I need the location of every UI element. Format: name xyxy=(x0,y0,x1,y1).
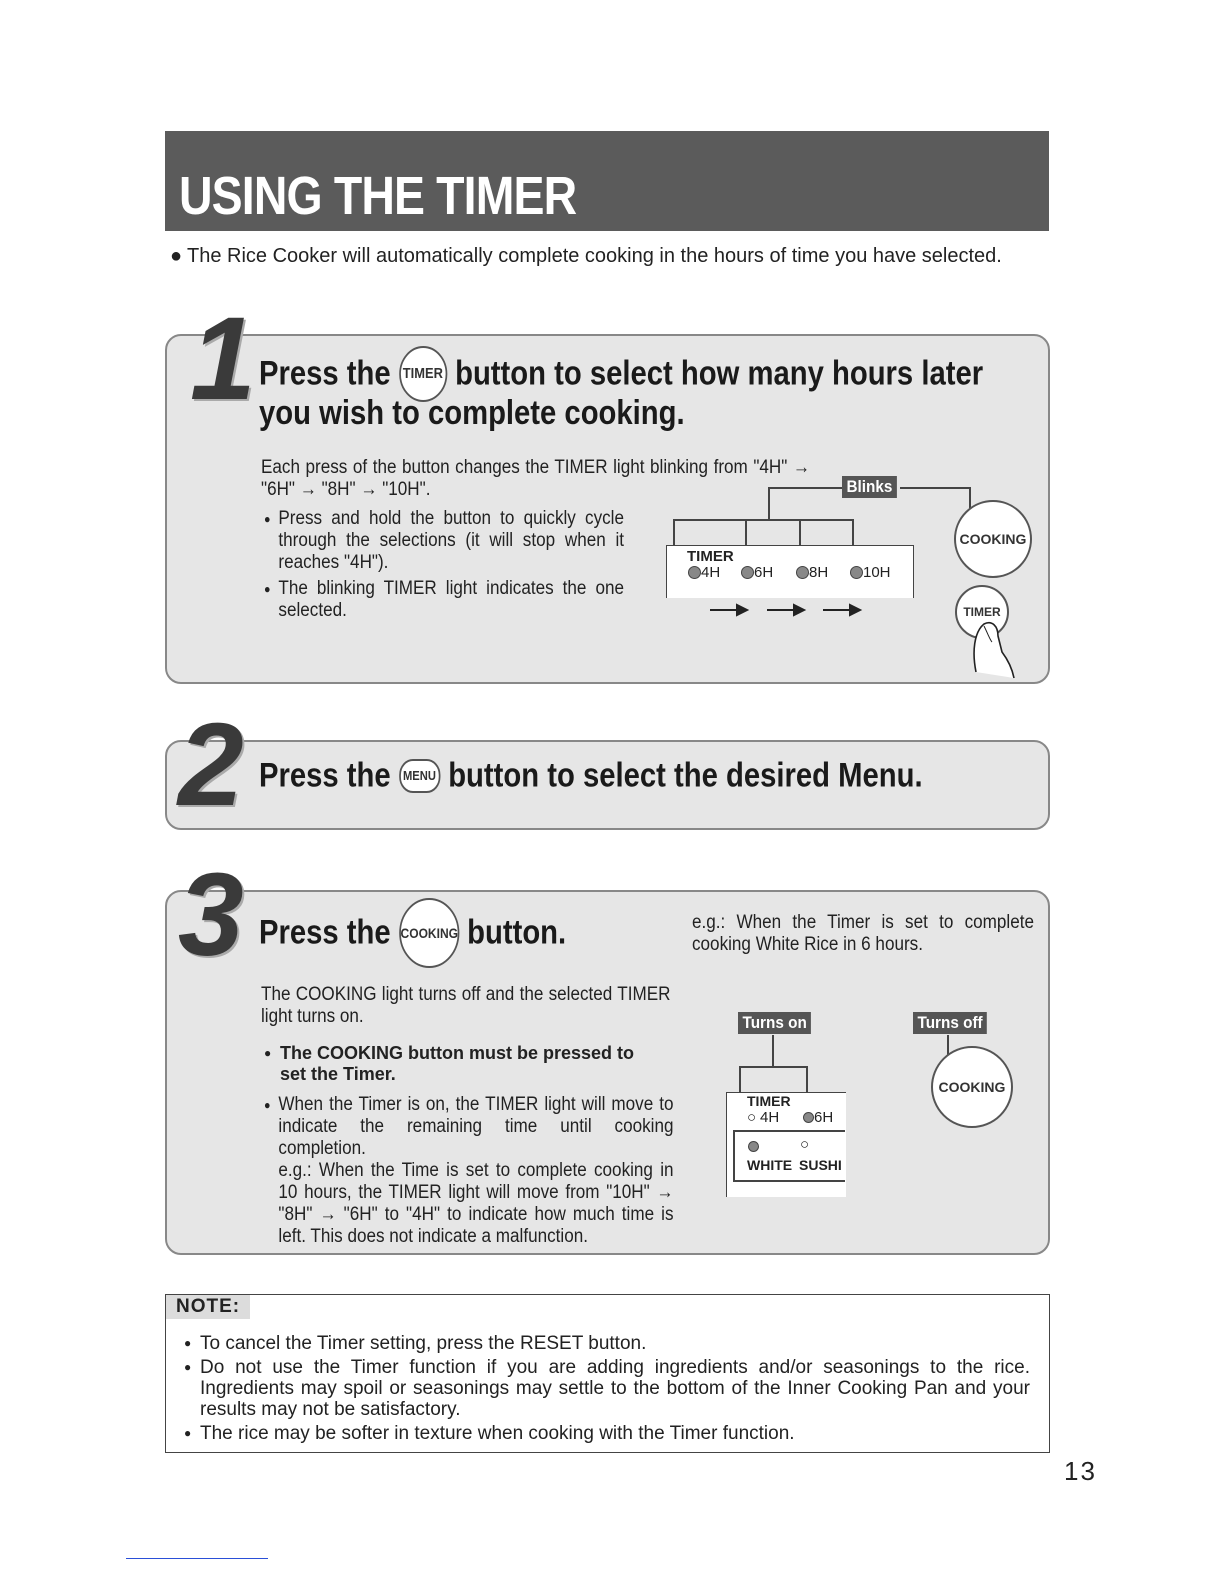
bullet-2-example: e.g.: When the Time is set to complete cooking in 10 hours, the TIMER light will move from "10H" → "8H" → "6H" to "4H" to indicate how much time is left. This does not indicate a malfunction. xyxy=(278,1160,674,1247)
step-3-example: e.g.: When the Timer is set to complete cooking White Rice in 6 hours. xyxy=(692,912,1034,955)
step-1-number: 1 xyxy=(190,293,256,425)
hour-10h: 10H xyxy=(863,564,891,581)
note-list xyxy=(184,1333,1030,1447)
step-1-bullets xyxy=(264,508,624,622)
step-3-bold-bullet xyxy=(264,1043,664,1085)
step-1-title-line2: you wish to complete cooking. xyxy=(259,394,685,432)
title-bar xyxy=(165,131,1049,231)
page-title: USING THE TIMER xyxy=(179,166,577,226)
step-3-body: The COOKING light turns off and the selected TIMER light turns on. xyxy=(261,984,671,1027)
intro-paragraph xyxy=(170,244,1010,268)
timer-panel-title: TIMER xyxy=(687,548,734,565)
intro-text: The Rice Cooker will automatically complete cooking in the hours of time you have selected. xyxy=(187,245,1002,267)
blinks-label: Blinks xyxy=(842,476,897,498)
step-2-number: 2 xyxy=(178,699,244,831)
turns-on-label: Turns on xyxy=(738,1012,811,1034)
hour-6h: 6H xyxy=(754,564,774,581)
blink-light-icon xyxy=(796,566,809,579)
off-light-icon: ○ xyxy=(800,1136,810,1153)
on-light-icon xyxy=(748,1141,759,1152)
note-label: NOTE: xyxy=(166,1295,250,1319)
step-3-title-pre: Press the xyxy=(259,913,391,952)
timer-button-icon: TIMER xyxy=(955,585,1009,639)
step-2-title xyxy=(259,755,923,796)
finger-press-icon xyxy=(968,612,1018,682)
bold-bullet-text: ● The COOKING button must be pressed to set the Timer. xyxy=(264,1043,664,1085)
menu-button-icon: MENU xyxy=(399,759,440,793)
step-3-title-post: button. xyxy=(467,913,567,952)
step-1-title-line1: button to select how many hours later xyxy=(455,354,984,393)
step-3-number: 3 xyxy=(178,849,244,981)
off-light-icon: ○ xyxy=(747,1109,757,1126)
hour-8h: 8H xyxy=(809,564,829,581)
cooking-button-icon: COOKING xyxy=(399,898,459,968)
cooking-button-icon: COOKING xyxy=(931,1046,1013,1128)
bullet-2-text: ● When the Timer is on, the TIMER light will move to indicate the remaining time until cooking completion. xyxy=(264,1094,674,1160)
hour-4h: 4H xyxy=(760,1109,780,1126)
menu-white: WHITE xyxy=(747,1157,793,1173)
turns-off-label: Turns off xyxy=(913,1012,987,1034)
cooking-button-icon: COOKING xyxy=(954,500,1032,578)
note-item: ● To cancel the Timer setting, press the RESET button. xyxy=(184,1333,1030,1354)
blink-light-icon xyxy=(688,566,701,579)
on-light-icon xyxy=(803,1112,814,1123)
timer-button-icon: TIMER xyxy=(399,346,447,402)
page-number: 13 xyxy=(1064,1456,1097,1486)
hour-indicators xyxy=(747,1109,847,1129)
step-1-title-pre: Press the xyxy=(259,354,391,393)
bullet-icon: ● xyxy=(170,245,183,267)
hour-6h: 6H xyxy=(814,1109,834,1126)
note-item: ● The rice may be softer in texture when cooking with the Timer function. xyxy=(184,1423,1030,1444)
blink-light-icon xyxy=(850,566,863,579)
step-2-title-post: button to select the desired Menu. xyxy=(448,756,923,795)
step-1-body: Each press of the button changes the TIMER light blinking from "4H" → "6H" → "8H" → "10H". xyxy=(261,457,810,500)
hour-4h: 4H xyxy=(701,564,721,581)
hour-indicators xyxy=(680,564,910,586)
step-1-bullet: ● The blinking TIMER light indicates the one selected. xyxy=(264,578,624,622)
blink-light-icon xyxy=(741,566,754,579)
step-2-title-pre: Press the xyxy=(259,756,391,795)
menu-sushi: SUSHI xyxy=(799,1157,842,1173)
step-3-bullet-2 xyxy=(264,1094,674,1248)
step-1-bullet: ● Press and hold the button to quickly cycle through the selections (it will stop when it reaches "4H"). xyxy=(264,508,624,574)
footer-link-line xyxy=(126,1558,268,1559)
sequence-arrows-icon xyxy=(705,600,865,620)
note-item: ● Do not use the Timer function if you are adding ingredients and/or seasonings to the rice. Ingredients may spoil or seasonings may settle to the bottom of the Inner Cooking Pan and your results may not be satisfactory. xyxy=(184,1357,1030,1420)
step-3-title xyxy=(259,898,566,968)
note-box xyxy=(165,1294,1050,1453)
timer-panel-title: TIMER xyxy=(747,1093,791,1109)
